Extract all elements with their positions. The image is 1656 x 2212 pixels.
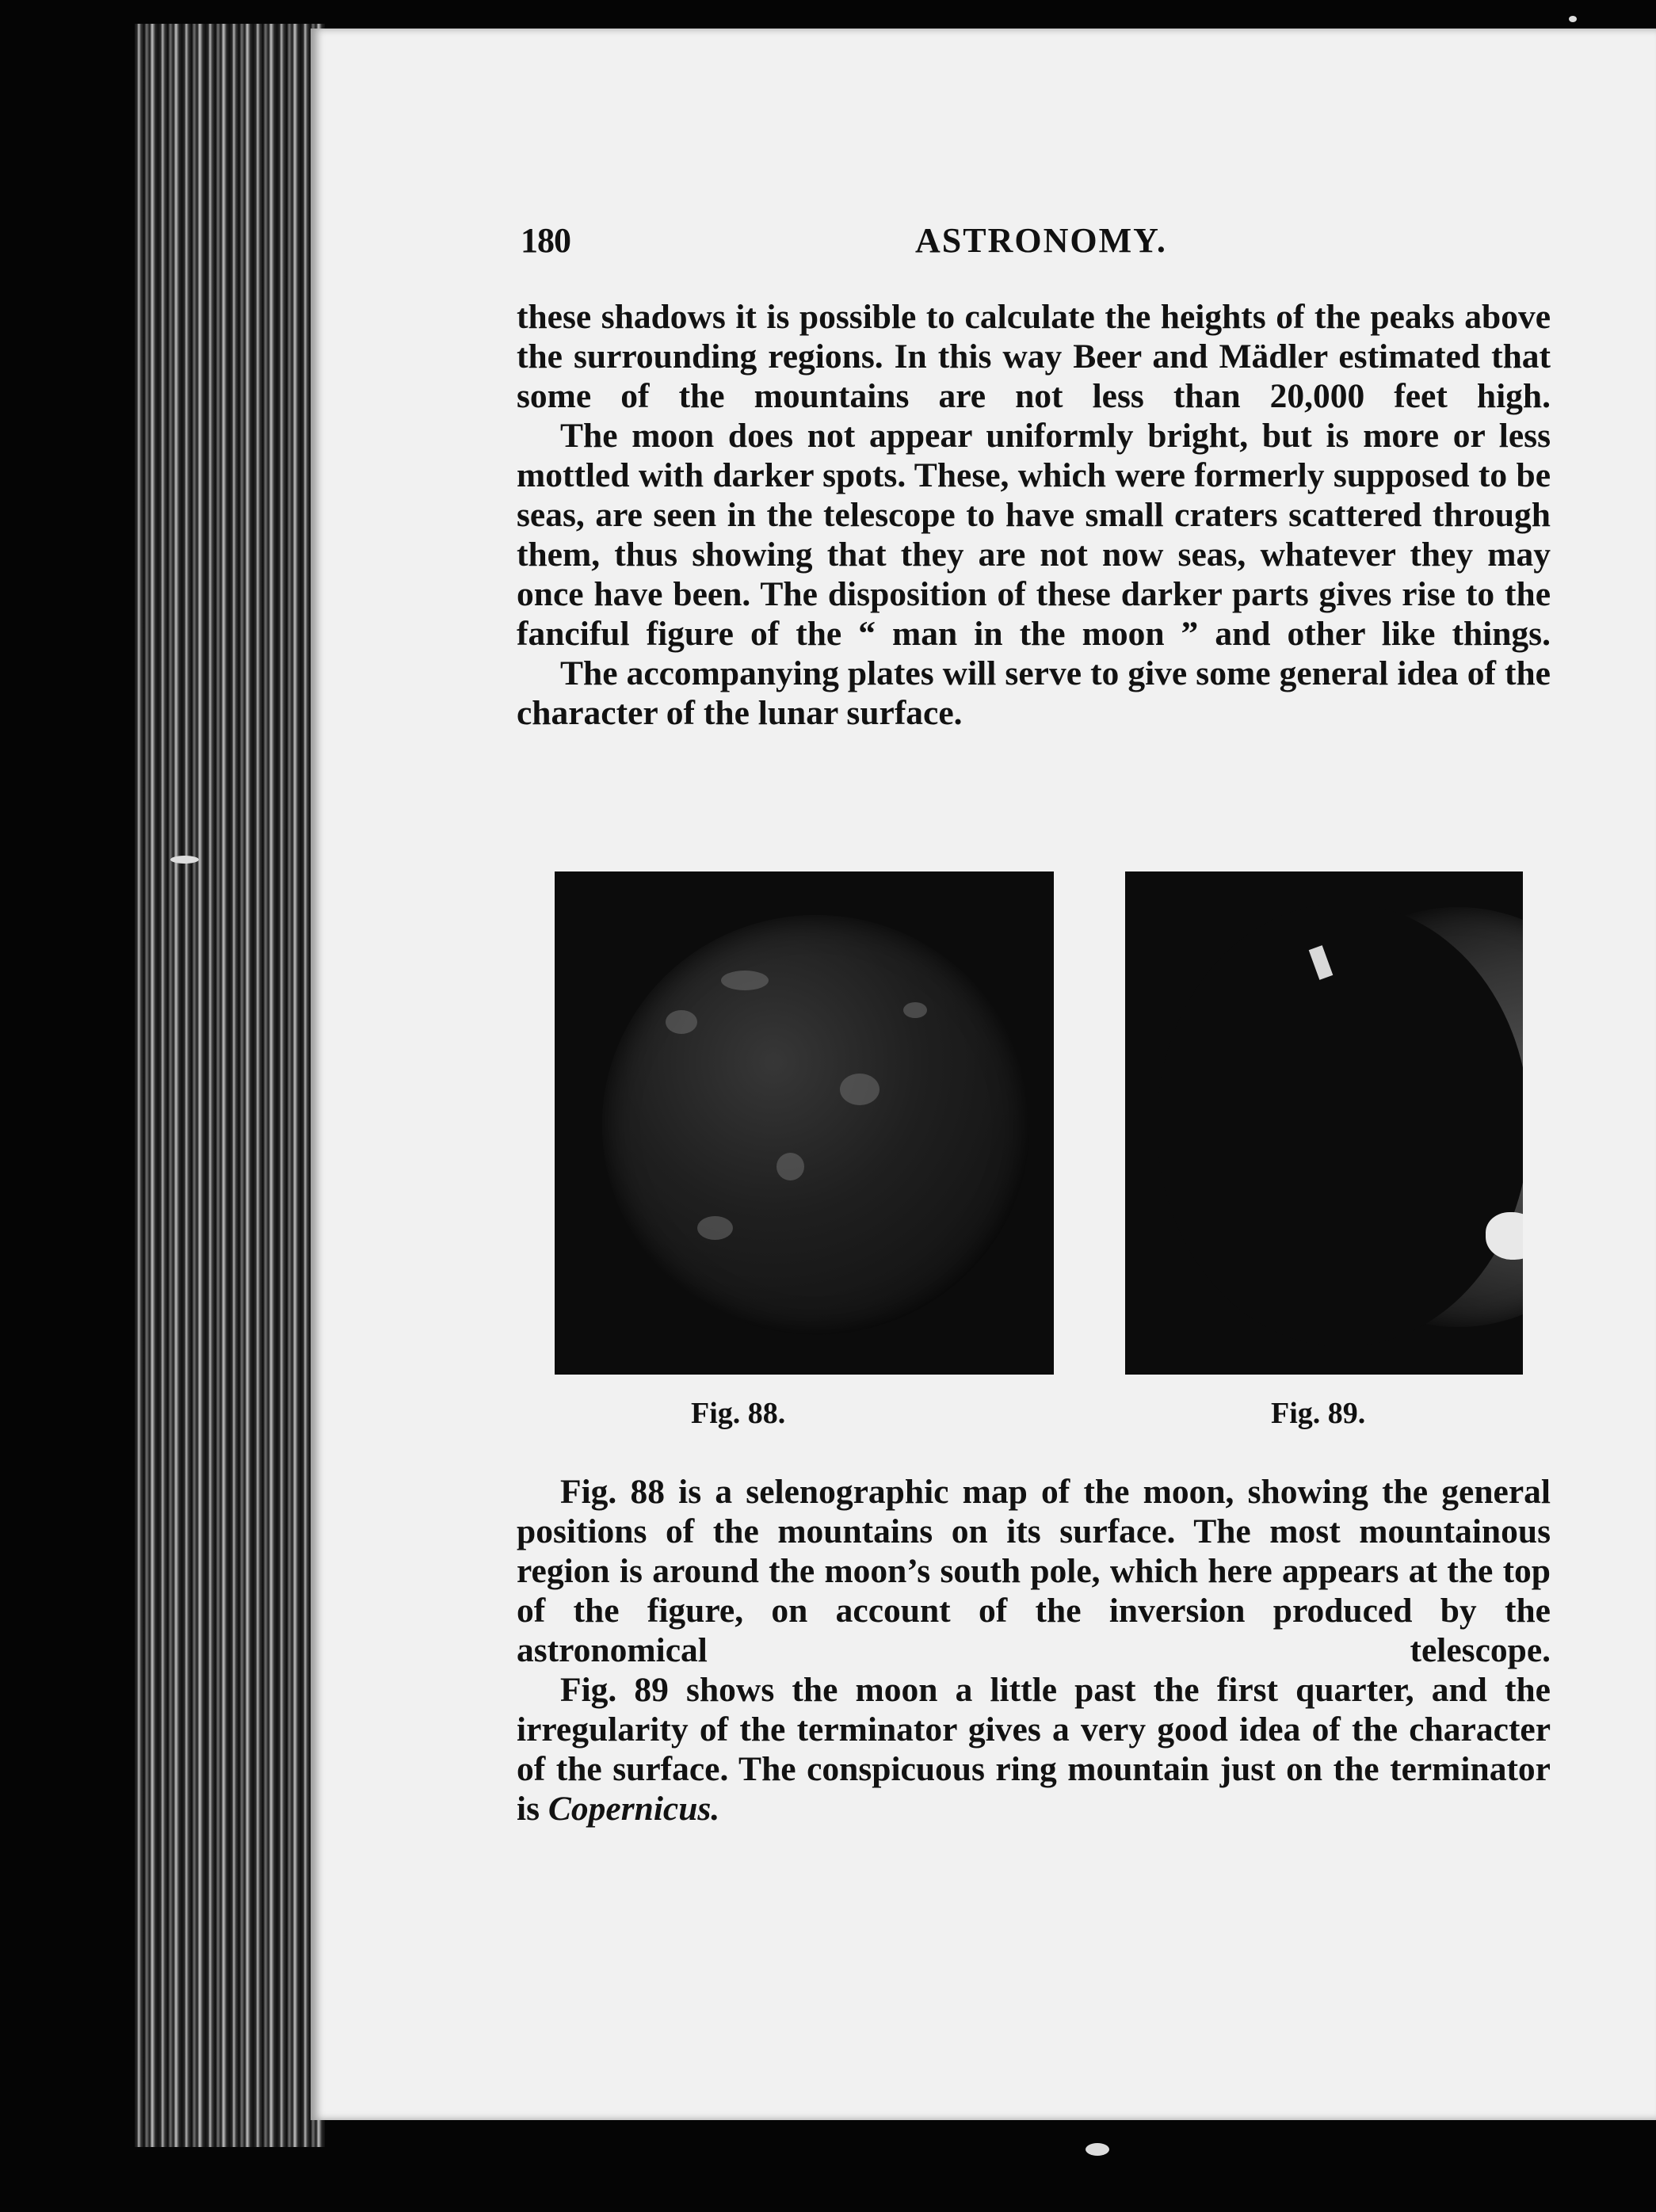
running-title: ASTRONOMY. <box>915 221 1167 260</box>
full-moon-image <box>602 915 1030 1335</box>
paragraph-text: Fig. 89 shows the moon a little past the first quarter, and the irregularity of the terminator gives a very good idea of the character of the surface. The conspicuous ring mountain just on the terminator is <box>517 1671 1551 1828</box>
paragraph: The moon does not appear uniformly bright, but is more or less mottled with darker spots. These, which were formerly supposed to be seas, are seen in the telescope to have small craters scattered through them, thus showing that they are not now seas, whatever they may once have been. The disposition of these darker parts gives rise to the fanciful figure of the “ man in the moon ” and other like things. <box>517 417 1551 653</box>
figure-88-moon-map <box>555 871 1054 1375</box>
body-text-top <box>517 297 1551 733</box>
page-number: 180 <box>521 221 570 260</box>
body-text-bottom <box>517 1472 1551 1829</box>
moon-shadow <box>1157 903 1523 1347</box>
dust-speck <box>1086 2143 1109 2156</box>
paragraph: The accompanying plates will serve to give some general idea of the character of the lunar surface. <box>517 654 1551 732</box>
book-spine-edge <box>135 24 325 2147</box>
dust-speck <box>1569 16 1577 22</box>
dust-speck <box>170 856 199 864</box>
figure-89-moon-quarter <box>1125 871 1523 1375</box>
page-header <box>521 220 1551 268</box>
italic-term: Copernicus. <box>548 1790 720 1828</box>
paragraph <box>517 1670 1551 1829</box>
figure-caption: Fig. 88. <box>691 1397 786 1430</box>
paragraph: Fig. 88 is a selenographic map of the moon, showing the general positions of the mountains on its surface. The most mountainous region is around the moon’s south pole, which here appears at the top of the figure, on account of the inversion produced by the astronomical telescope. <box>517 1473 1551 1669</box>
figure-caption: Fig. 89. <box>1271 1397 1366 1430</box>
paragraph: these shadows it is possible to calculate the heights of the peaks above the surrounding regions. In this way Beer and Mädler estimated that some of the mountains are not less than 20,000 feet high. <box>517 298 1551 415</box>
